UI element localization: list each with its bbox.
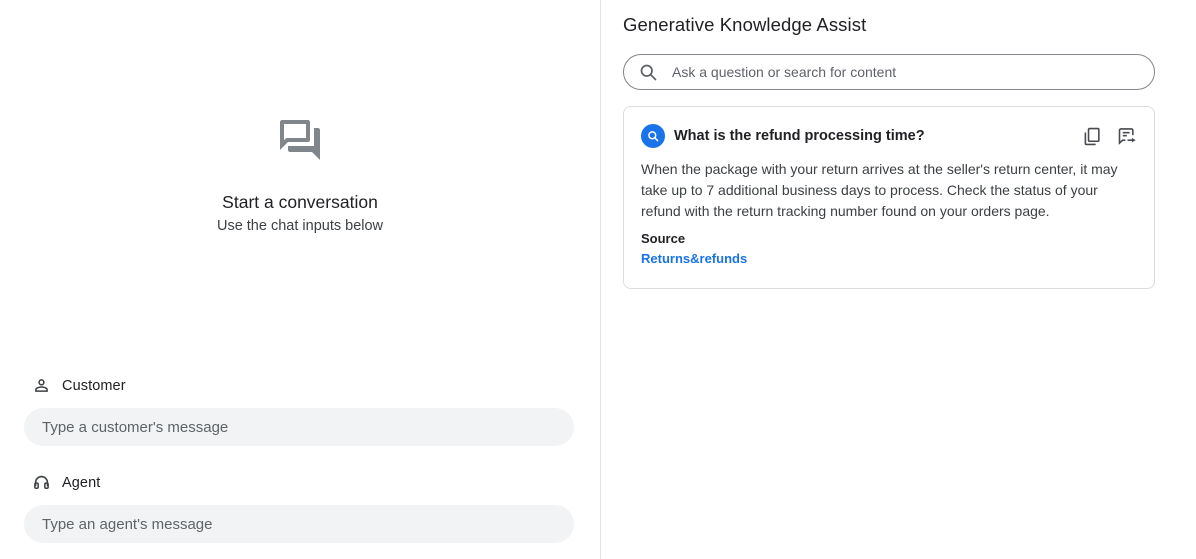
chat-inputs	[0, 376, 600, 559]
chat-bubbles-icon	[276, 116, 324, 164]
search-circle-icon	[646, 129, 660, 143]
knowledge-search-bar[interactable]	[623, 54, 1155, 90]
answer-card-header	[641, 124, 1137, 148]
agent-label-row	[24, 473, 574, 492]
copy-button[interactable]	[1082, 126, 1102, 146]
agent-input-group	[24, 473, 574, 543]
knowledge-answer-card	[623, 106, 1155, 289]
send-to-chat-button[interactable]	[1117, 126, 1137, 146]
answer-card-actions	[1082, 126, 1137, 146]
question-title: What is the refund processing time?	[674, 128, 925, 144]
knowledge-assist-panel	[601, 0, 1196, 559]
source-label: Source	[641, 231, 686, 246]
agent-label: Agent	[62, 474, 101, 491]
person-icon	[32, 376, 51, 395]
empty-state-subtitle: Use the chat inputs below	[216, 218, 384, 234]
source-link[interactable]: Returns&refunds	[641, 251, 748, 266]
headphones-icon	[32, 473, 51, 492]
copy-icon	[1083, 127, 1102, 146]
search-icon	[638, 62, 659, 83]
customer-label: Customer	[62, 377, 126, 394]
customer-input-group	[24, 376, 574, 446]
conversation-empty-state	[0, 116, 600, 234]
panel-title: Generative Knowledge Assist	[623, 14, 867, 35]
customer-label-row	[24, 376, 574, 395]
question-search-badge	[641, 124, 665, 148]
agent-message-input[interactable]	[24, 505, 574, 543]
empty-state-title: Start a conversation	[222, 192, 378, 212]
customer-message-input[interactable]	[24, 408, 574, 446]
answer-text: When the package with your return arrives at the seller's return center, it may take up to 7 additional business days to process. Check the status of your refund with the return tracking number found on your orders page.	[641, 161, 1118, 219]
knowledge-search-input[interactable]	[672, 64, 1140, 80]
left-panel-spacer	[0, 234, 600, 376]
paste-to-chat-icon	[1117, 126, 1137, 146]
